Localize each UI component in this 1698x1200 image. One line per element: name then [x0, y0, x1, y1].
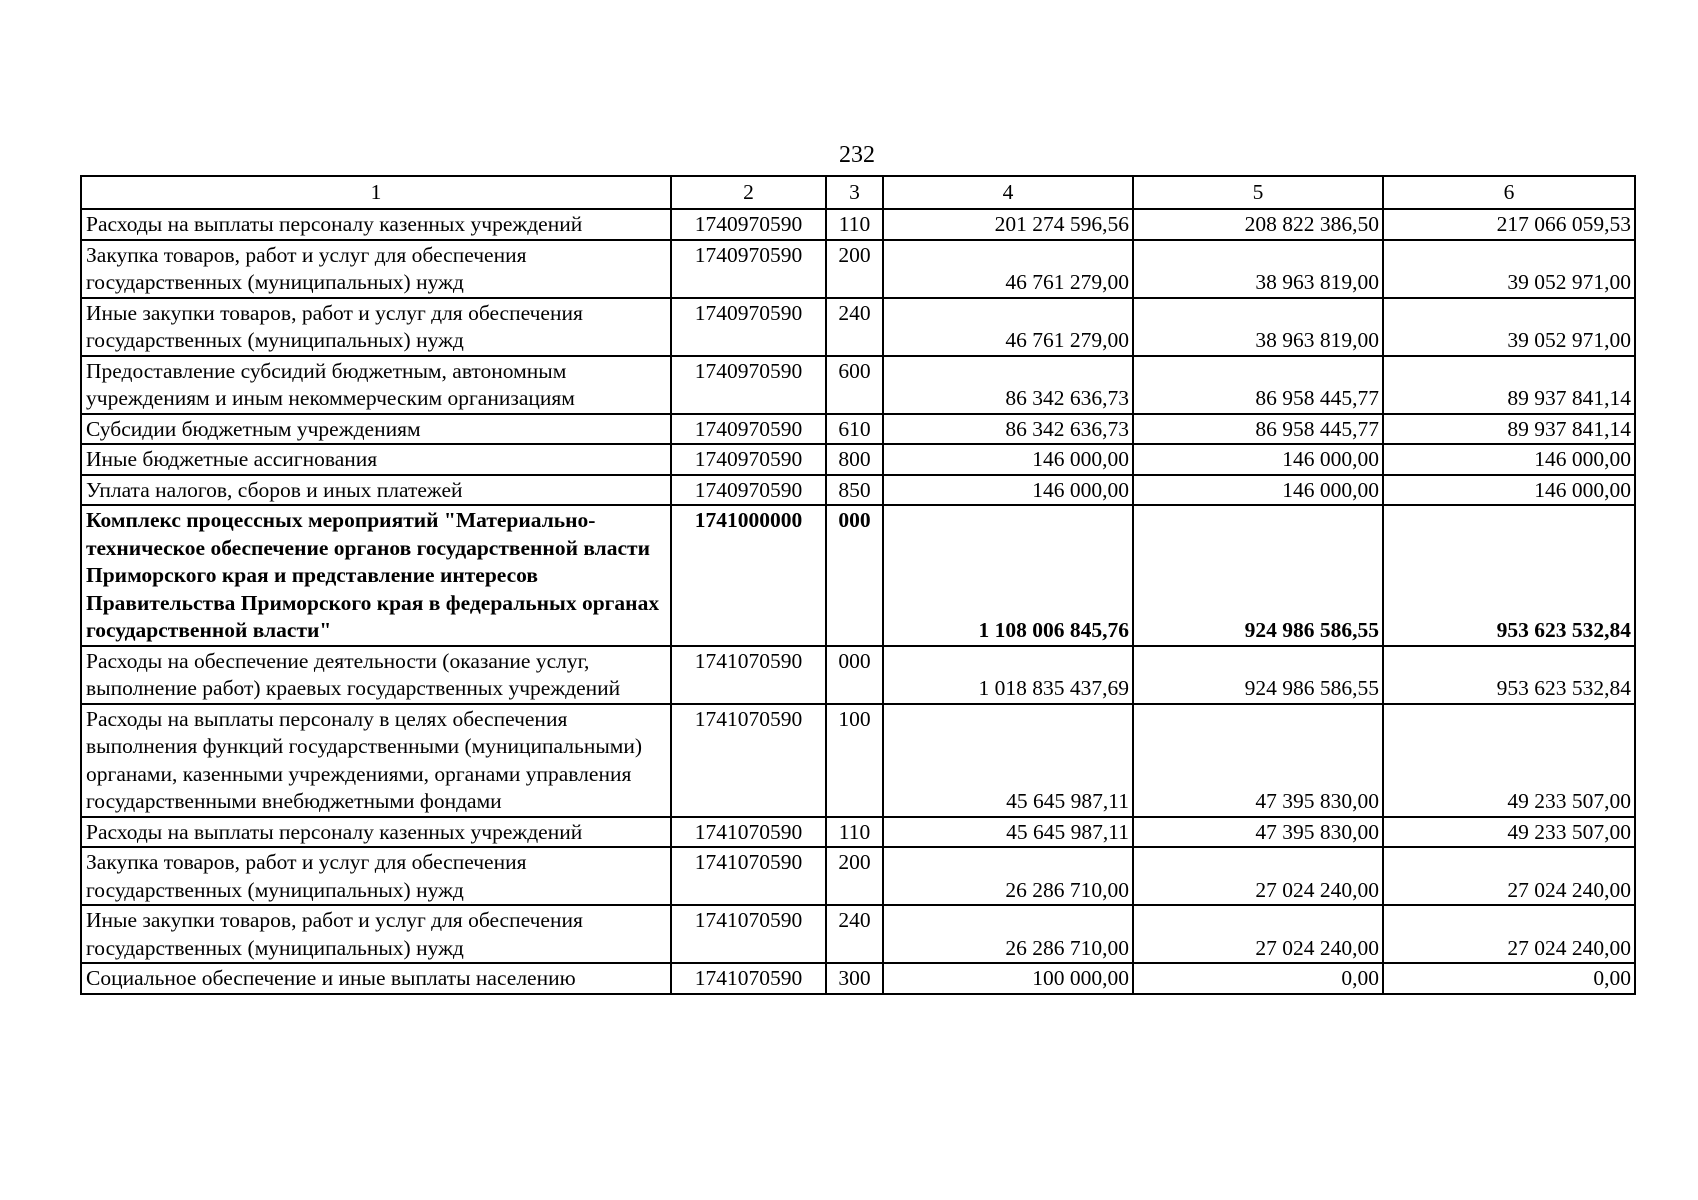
- cell-item-name: Иные бюджетные ассигнования: [81, 444, 671, 475]
- cell-target-code: 1741070590: [671, 704, 826, 817]
- cell-expense-type: 100: [826, 704, 883, 817]
- cell-expense-type: 240: [826, 905, 883, 963]
- table-row: [81, 646, 1635, 704]
- cell-amount-3: 39 052 971,00: [1383, 240, 1635, 298]
- cell-amount-2: 208 822 386,50: [1133, 209, 1383, 240]
- cell-amount-3: 89 937 841,14: [1383, 414, 1635, 445]
- cell-item-name: Социальное обеспечение и иные выплаты населению: [81, 963, 671, 994]
- cell-amount-3: 146 000,00: [1383, 444, 1635, 475]
- cell-amount-1: 1 108 006 845,76: [883, 505, 1133, 646]
- cell-amount-1: 146 000,00: [883, 444, 1133, 475]
- cell-expense-type: 240: [826, 298, 883, 356]
- header-cell-vr: 3: [826, 176, 883, 209]
- cell-expense-type: 200: [826, 847, 883, 905]
- table-row: [81, 847, 1635, 905]
- cell-item-name: Закупка товаров, работ и услуг для обеспечения государственных (муниципальных) нужд: [81, 240, 671, 298]
- cell-target-code: 1741000000: [671, 505, 826, 646]
- cell-target-code: 1740970590: [671, 298, 826, 356]
- cell-item-name: Закупка товаров, работ и услуг для обеспечения государственных (муниципальных) нужд: [81, 847, 671, 905]
- cell-target-code: 1740970590: [671, 414, 826, 445]
- cell-amount-3: 953 623 532,84: [1383, 505, 1635, 646]
- table-row: [81, 356, 1635, 414]
- cell-expense-type: 200: [826, 240, 883, 298]
- cell-item-name: Субсидии бюджетным учреждениям: [81, 414, 671, 445]
- cell-amount-2: 924 986 586,55: [1133, 646, 1383, 704]
- table-row: [81, 905, 1635, 963]
- cell-item-name: Расходы на обеспечение деятельности (оказание услуг, выполнение работ) краевых государственных учреждений: [81, 646, 671, 704]
- cell-amount-1: 86 342 636,73: [883, 414, 1133, 445]
- table-row: [81, 414, 1635, 445]
- cell-target-code: 1740970590: [671, 209, 826, 240]
- cell-target-code: 1741070590: [671, 817, 826, 848]
- cell-item-name: Иные закупки товаров, работ и услуг для обеспечения государственных (муниципальных) нужд: [81, 298, 671, 356]
- cell-amount-3: 89 937 841,14: [1383, 356, 1635, 414]
- table-row: [81, 240, 1635, 298]
- page-number: 232: [839, 142, 875, 168]
- header-cell-amount-3: 6: [1383, 176, 1635, 209]
- cell-amount-3: 0,00: [1383, 963, 1635, 994]
- cell-amount-1: 46 761 279,00: [883, 240, 1133, 298]
- cell-amount-2: 27 024 240,00: [1133, 905, 1383, 963]
- cell-target-code: 1740970590: [671, 356, 826, 414]
- cell-amount-1: 86 342 636,73: [883, 356, 1133, 414]
- cell-item-name: Уплата налогов, сборов и иных платежей: [81, 475, 671, 506]
- cell-amount-3: 49 233 507,00: [1383, 704, 1635, 817]
- cell-amount-1: 201 274 596,56: [883, 209, 1133, 240]
- cell-expense-type: 300: [826, 963, 883, 994]
- cell-amount-3: 27 024 240,00: [1383, 847, 1635, 905]
- header-cell-name: 1: [81, 176, 671, 209]
- cell-expense-type: 000: [826, 646, 883, 704]
- cell-amount-3: 146 000,00: [1383, 475, 1635, 506]
- cell-amount-1: 45 645 987,11: [883, 817, 1133, 848]
- cell-target-code: 1740970590: [671, 475, 826, 506]
- cell-amount-3: 953 623 532,84: [1383, 646, 1635, 704]
- cell-target-code: 1741070590: [671, 847, 826, 905]
- cell-expense-type: 600: [826, 356, 883, 414]
- cell-amount-2: 924 986 586,55: [1133, 505, 1383, 646]
- header-cell-amount-2: 5: [1133, 176, 1383, 209]
- table-row: [81, 298, 1635, 356]
- table-row: [81, 209, 1635, 240]
- header-cell-amount-1: 4: [883, 176, 1133, 209]
- cell-amount-2: 47 395 830,00: [1133, 704, 1383, 817]
- cell-target-code: 1741070590: [671, 963, 826, 994]
- cell-target-code: 1741070590: [671, 646, 826, 704]
- cell-amount-1: 1 018 835 437,69: [883, 646, 1133, 704]
- table-header-row: [81, 176, 1635, 209]
- cell-amount-2: 146 000,00: [1133, 444, 1383, 475]
- cell-item-name: Расходы на выплаты персоналу казенных учреждений: [81, 209, 671, 240]
- cell-amount-3: 39 052 971,00: [1383, 298, 1635, 356]
- cell-amount-2: 38 963 819,00: [1133, 298, 1383, 356]
- cell-expense-type: 850: [826, 475, 883, 506]
- cell-expense-type: 110: [826, 817, 883, 848]
- cell-item-name: Расходы на выплаты персоналу казенных учреждений: [81, 817, 671, 848]
- table-row: [81, 817, 1635, 848]
- cell-target-code: 1740970590: [671, 240, 826, 298]
- cell-amount-1: 146 000,00: [883, 475, 1133, 506]
- table-row: [81, 704, 1635, 817]
- budget-table: [80, 175, 1636, 995]
- cell-amount-2: 38 963 819,00: [1133, 240, 1383, 298]
- table-row: [81, 475, 1635, 506]
- cell-amount-2: 27 024 240,00: [1133, 847, 1383, 905]
- cell-amount-2: 86 958 445,77: [1133, 414, 1383, 445]
- cell-amount-1: 100 000,00: [883, 963, 1133, 994]
- cell-amount-2: 47 395 830,00: [1133, 817, 1383, 848]
- cell-item-name: Предоставление субсидий бюджетным, автономным учреждениям и иным некоммерческим организациям: [81, 356, 671, 414]
- cell-amount-1: 26 286 710,00: [883, 905, 1133, 963]
- cell-amount-1: 26 286 710,00: [883, 847, 1133, 905]
- cell-item-name: Расходы на выплаты персоналу в целях обеспечения выполнения функций государственными (муниципальными) органами, казенными учреждениями, органами управления государственными внебюджетными фондами: [81, 704, 671, 817]
- cell-item-name: Иные закупки товаров, работ и услуг для обеспечения государственных (муниципальных) нужд: [81, 905, 671, 963]
- cell-amount-2: 0,00: [1133, 963, 1383, 994]
- cell-amount-3: 27 024 240,00: [1383, 905, 1635, 963]
- cell-amount-3: 217 066 059,53: [1383, 209, 1635, 240]
- cell-amount-3: 49 233 507,00: [1383, 817, 1635, 848]
- table-row: [81, 963, 1635, 994]
- cell-amount-1: 45 645 987,11: [883, 704, 1133, 817]
- cell-amount-2: 146 000,00: [1133, 475, 1383, 506]
- cell-amount-1: 46 761 279,00: [883, 298, 1133, 356]
- budget-table-body: [81, 176, 1635, 994]
- cell-item-name: Комплекс процессных мероприятий "Материально-техническое обеспечение органов государственной власти Приморского края и представление интересов Правительства Приморского края в федеральных органах государственной власти": [81, 505, 671, 646]
- table-row: [81, 444, 1635, 475]
- table-row: [81, 505, 1635, 646]
- cell-expense-type: 610: [826, 414, 883, 445]
- cell-amount-2: 86 958 445,77: [1133, 356, 1383, 414]
- cell-expense-type: 110: [826, 209, 883, 240]
- cell-expense-type: 800: [826, 444, 883, 475]
- cell-target-code: 1741070590: [671, 905, 826, 963]
- cell-target-code: 1740970590: [671, 444, 826, 475]
- header-cell-code: 2: [671, 176, 826, 209]
- cell-expense-type: 000: [826, 505, 883, 646]
